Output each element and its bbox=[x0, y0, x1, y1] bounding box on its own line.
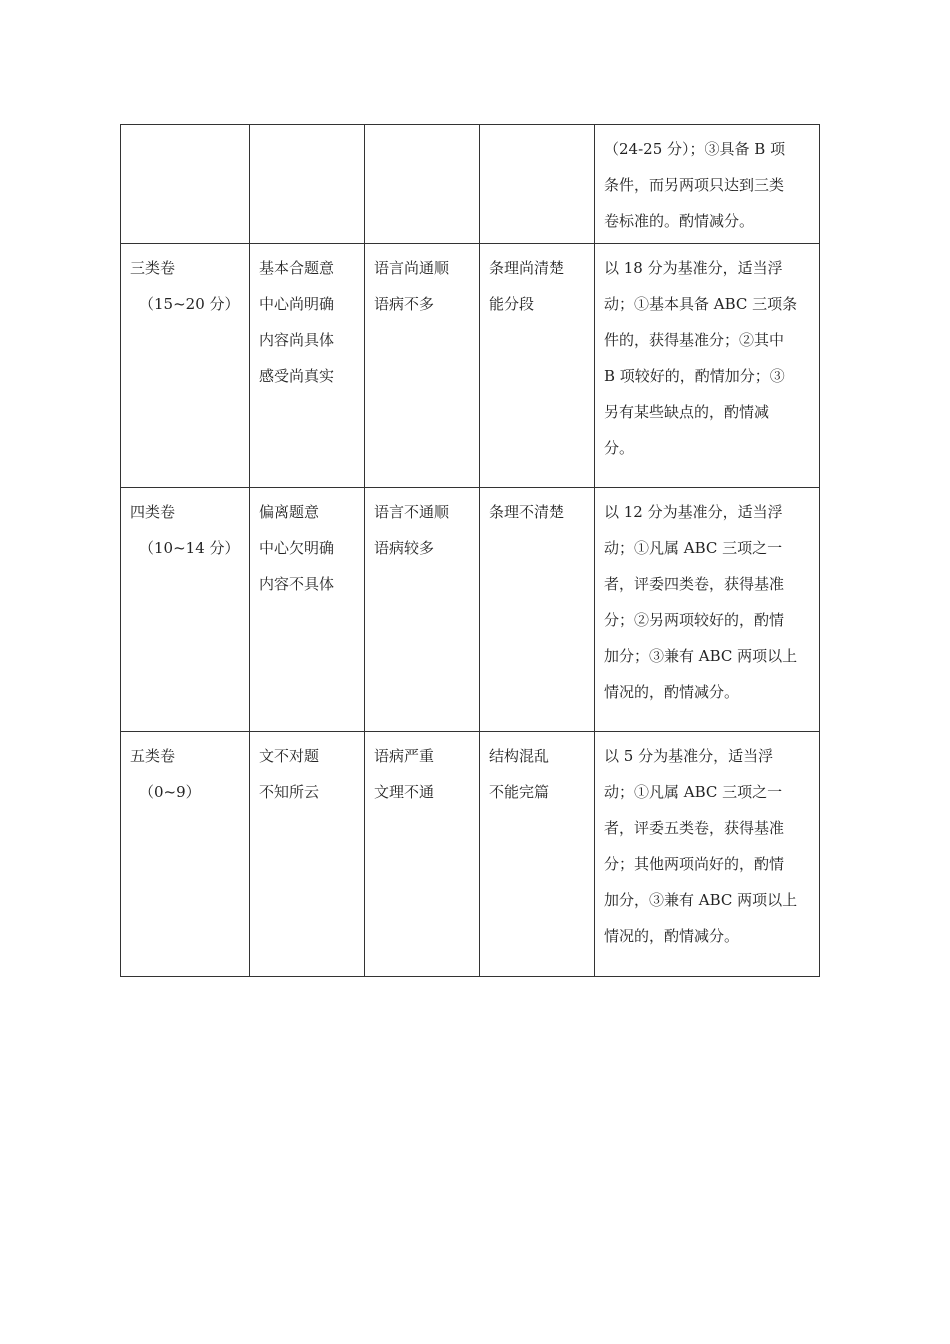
rule-line: 条件，而另两项只达到三类 bbox=[604, 176, 785, 194]
structure-cell bbox=[480, 732, 595, 977]
structure-cell bbox=[480, 488, 595, 732]
rule-line: 以 12 分为基准分，适当浮 bbox=[604, 503, 783, 521]
structure-line: 能分段 bbox=[489, 295, 535, 313]
language-line: 语病较多 bbox=[374, 539, 435, 557]
rule-line: 情况的，酌情减分。 bbox=[604, 927, 740, 945]
rule-line: 分。 bbox=[604, 439, 635, 457]
content-cell bbox=[250, 488, 365, 732]
content-line: 基本合题意 bbox=[259, 259, 335, 277]
rule-line: 者，评委五类卷，获得基准 bbox=[604, 819, 785, 837]
grading-rubric-table bbox=[120, 124, 820, 977]
language-cell bbox=[365, 488, 480, 732]
category-cell bbox=[121, 488, 250, 732]
content-cell bbox=[250, 732, 365, 977]
rule-line: 加分；③兼有 ABC 两项以上 bbox=[604, 647, 798, 665]
category-label: 五类卷 bbox=[130, 747, 176, 765]
rule-line: 以 18 分为基准分，适当浮 bbox=[604, 259, 783, 277]
content-line: 不知所云 bbox=[259, 783, 320, 801]
language-line: 语病严重 bbox=[374, 747, 435, 765]
rule-line: 加分，③兼有 ABC 两项以上 bbox=[604, 891, 798, 909]
rule-line: 者，评委四类卷，获得基准 bbox=[604, 575, 785, 593]
score-range: （10~14 分） bbox=[139, 539, 240, 557]
content-line: 偏离题意 bbox=[259, 503, 320, 521]
category-cell bbox=[121, 125, 250, 244]
rule-line: 动；①基本具备 ABC 三项条 bbox=[604, 295, 798, 313]
content-line: 中心尚明确 bbox=[259, 295, 335, 313]
rule-line: 分；其他两项尚好的，酌情 bbox=[604, 855, 785, 873]
structure-line: 条理不清楚 bbox=[489, 503, 565, 521]
category-label: 四类卷 bbox=[130, 503, 176, 521]
rule-line: 卷标准的。酌情减分。 bbox=[604, 212, 755, 230]
language-line: 语病不多 bbox=[374, 295, 435, 313]
rule-line: 动；①凡属 ABC 三项之一 bbox=[604, 783, 783, 801]
structure-cell bbox=[480, 244, 595, 488]
language-cell bbox=[365, 125, 480, 244]
structure-line: 不能完篇 bbox=[489, 783, 550, 801]
table-row bbox=[121, 125, 820, 244]
category-cell bbox=[121, 732, 250, 977]
language-cell bbox=[365, 244, 480, 488]
rule-line: 以 5 分为基准分，适当浮 bbox=[604, 747, 774, 765]
rule-cell bbox=[595, 732, 820, 977]
rule-cell bbox=[595, 244, 820, 488]
table-row bbox=[121, 488, 820, 732]
rule-cell bbox=[595, 488, 820, 732]
language-line: 语言尚通顺 bbox=[374, 259, 450, 277]
content-line: 内容尚具体 bbox=[259, 331, 335, 349]
score-range: （0~9） bbox=[139, 783, 201, 801]
category-label: 三类卷 bbox=[130, 259, 176, 277]
content-cell bbox=[250, 125, 365, 244]
rule-line: 另有某些缺点的，酌情减 bbox=[604, 403, 770, 421]
rule-cell bbox=[595, 125, 820, 244]
rule-line: 件的，获得基准分；②其中 bbox=[604, 331, 785, 349]
structure-line: 条理尚清楚 bbox=[489, 259, 565, 277]
content-cell bbox=[250, 244, 365, 488]
rule-line: 情况的，酌情减分。 bbox=[604, 683, 740, 701]
content-line: 内容不具体 bbox=[259, 575, 335, 593]
category-cell bbox=[121, 244, 250, 488]
language-line: 语言不通顺 bbox=[374, 503, 450, 521]
rule-line: 分；②另两项较好的，酌情 bbox=[604, 611, 785, 629]
content-line: 中心欠明确 bbox=[259, 539, 335, 557]
structure-cell bbox=[480, 125, 595, 244]
table-row bbox=[121, 732, 820, 977]
language-line: 文理不通 bbox=[374, 783, 435, 801]
rule-line: （24-25 分）；③具备 B 项 bbox=[604, 140, 786, 158]
structure-line: 结构混乱 bbox=[489, 747, 550, 765]
language-cell bbox=[365, 732, 480, 977]
rule-line: 动；①凡属 ABC 三项之一 bbox=[604, 539, 783, 557]
content-line: 感受尚真实 bbox=[259, 367, 335, 385]
score-range: （15~20 分） bbox=[139, 295, 240, 313]
table-row bbox=[121, 244, 820, 488]
rule-line: B 项较好的，酌情加分；③ bbox=[604, 367, 785, 385]
content-line: 文不对题 bbox=[259, 747, 320, 765]
